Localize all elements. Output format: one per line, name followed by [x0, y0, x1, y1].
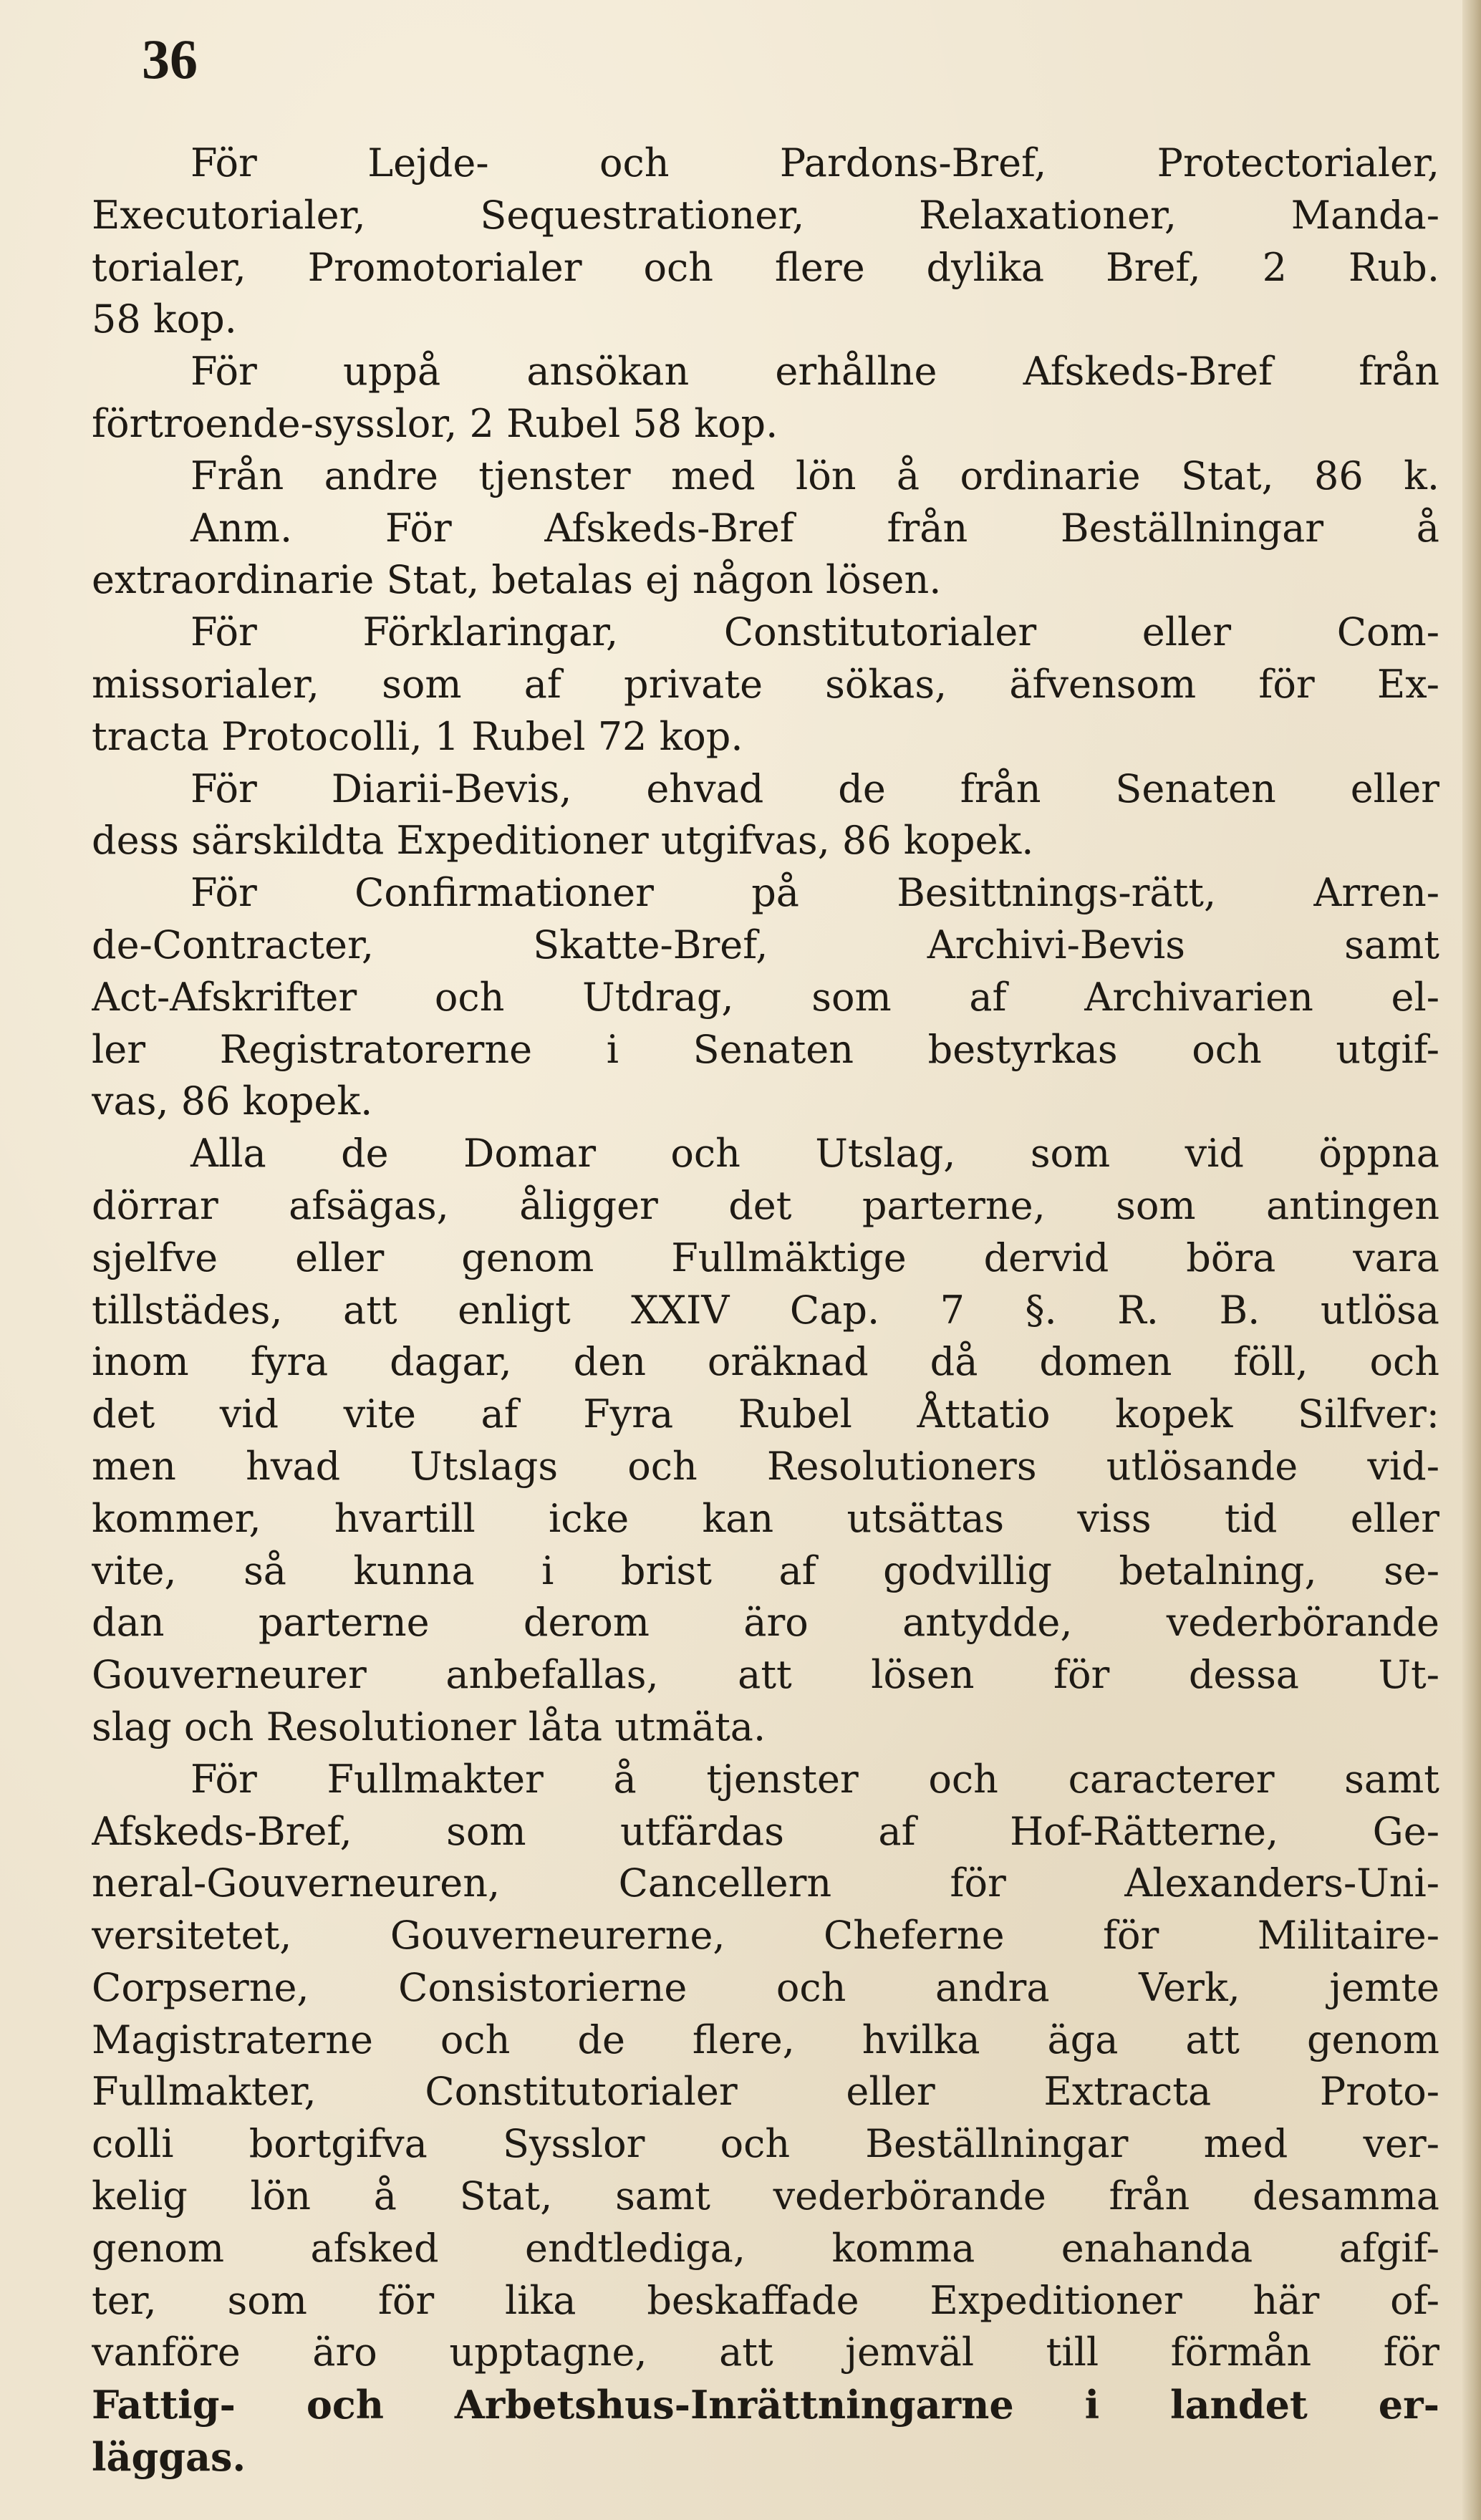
text-line: För uppå ansökan erhållne Afskeds-Bref från: [190, 349, 1439, 395]
text-line: inom fyra dagar, den oräknad då domen föll, och: [92, 1339, 1439, 1385]
text-line: För Fullmakter å tjenster och caracterer samt: [190, 1756, 1439, 1802]
text-line: neral-Gouverneuren, Cancellern för Alexanders-Uni-: [92, 1860, 1439, 1906]
text-line: Från andre tjenster med lön å ordinarie Stat, 86 k.: [190, 453, 1439, 498]
text-line: slag och Resolutioner låta utmäta.: [92, 1704, 766, 1749]
text-line: missorialer, som af private sökas, äfvensom för Ex-: [92, 661, 1439, 707]
text-line: kommer, hvartill icke kan utsättas viss tid eller: [92, 1495, 1439, 1541]
text-line: Corpserne, Consistorierne och andra Verk, jemte: [92, 1964, 1439, 2010]
body-text: [92, 137, 1439, 2483]
text-line: colli bortgifva Sysslor och Beställningar med ver-: [92, 2121, 1439, 2167]
text-line: Magistraterne och de flere, hvilka äga att genom: [92, 2017, 1439, 2062]
text-line: de-Contracter, Skatte-Bref, Archivi-Bevis samt: [92, 922, 1439, 967]
text-line: ler Registratorerne i Senaten bestyrkas och utgif-: [92, 1026, 1439, 1072]
text-line: Afskeds-Bref, som utfärdas af Hof-Rätterne, Ge-: [92, 1808, 1439, 1854]
text-line: tracta Protocolli, 1 Rubel 72 kop.: [92, 713, 743, 759]
text-line: vanföre äro upptagne, att jemväl till förmån för: [92, 2330, 1439, 2375]
text-line: det vid vite af Fyra Rubel Åttatio kopek Silfver:: [92, 1391, 1439, 1437]
text-line: Act-Afskrifter och Utdrag, som af Archivarien el-: [92, 974, 1439, 1020]
text-line: Fattig- och Arbetshus-Inrättningarne i landet er-: [92, 2382, 1439, 2428]
text-line: För Diarii-Bevis, ehvad de från Senaten eller: [190, 766, 1439, 811]
text-line: tillstädes, att enligt XXIV Cap. 7 §. R. B. utlösa: [92, 1287, 1439, 1333]
text-line: läggas.: [92, 2434, 246, 2481]
text-line: För Confirmationer på Besittnings-rätt, Arren-: [190, 870, 1439, 916]
text-line: genom afsked endtlediga, komma enahanda afgif-: [92, 2225, 1439, 2271]
text-line: vite, så kunna i brist af godvillig betalning, se-: [92, 1548, 1439, 1593]
page-number: 36: [142, 28, 198, 90]
text-line: Gouverneurer anbefallas, att lösen för dessa Ut-: [92, 1652, 1439, 1698]
text-line: Fullmakter, Constitutorialer eller Extracta Proto-: [92, 2069, 1439, 2115]
text-line: versitetet, Gouverneurerne, Cheferne för Militaire-: [92, 1913, 1439, 1959]
text-line: dan parterne derom äro antydde, vederbörande: [92, 1600, 1439, 1646]
text-line: förtroende-sysslor, 2 Rubel 58 kop.: [92, 400, 778, 446]
text-line: men hvad Utslags och Resolutioners utlösande vid-: [92, 1443, 1439, 1489]
text-line: För Förklaringar, Constitutorialer eller Com-: [190, 609, 1439, 655]
text-line: dörrar afsägas, åligger det parterne, som antingen: [92, 1182, 1439, 1228]
text-line: torialer, Promotorialer och flere dylika Bref, 2 Rub.: [92, 244, 1439, 290]
text-line: sjelfve eller genom Fullmäktige dervid böra vara: [92, 1235, 1439, 1280]
text-line: För Lejde- och Pardons-Bref, Protectorialer,: [190, 140, 1439, 185]
text-line: extraordinarie Stat, betalas ej någon lösen.: [92, 557, 942, 603]
text-line: dess särskildta Expeditioner utgifvas, 86 kopek.: [92, 818, 1034, 864]
text-line: Alla de Domar och Utslag, som vid öppna: [190, 1131, 1439, 1177]
page-edge-shadow: [1462, 0, 1481, 2520]
text-line: 58 kop.: [92, 296, 237, 342]
text-line: Executorialer, Sequestrationer, Relaxationer, Manda-: [92, 192, 1439, 238]
text-line: vas, 86 kopek.: [92, 1078, 373, 1124]
text-line: kelig lön å Stat, samt vederbörande från desamma: [92, 2173, 1439, 2219]
text-line: ter, som för lika beskaffade Expeditioner här of-: [92, 2277, 1439, 2323]
text-line: Anm. För Afskeds-Bref från Beställningar å: [190, 505, 1439, 551]
